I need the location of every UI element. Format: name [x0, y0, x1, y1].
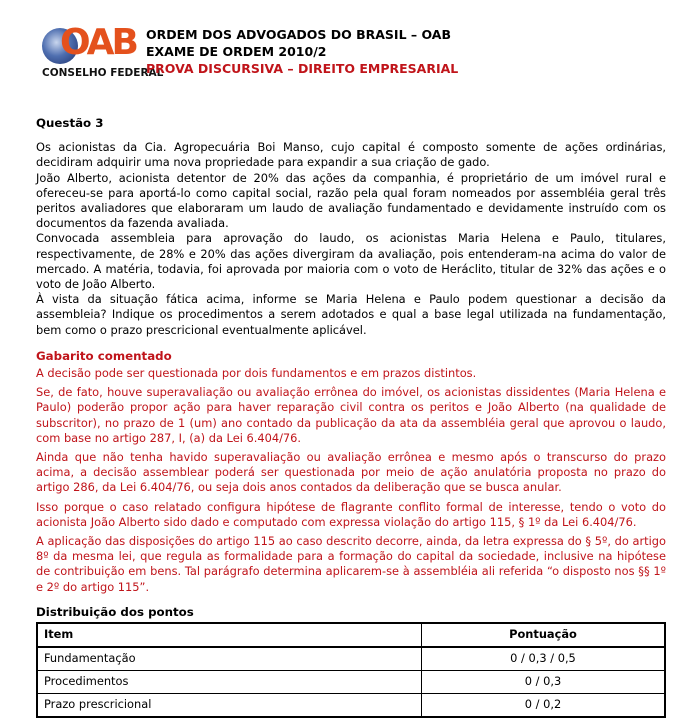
row-item: Fundamentação [37, 647, 422, 671]
question-title: Questão 3 [36, 116, 104, 130]
answer-title: Gabarito comentado [36, 348, 172, 363]
answer-text [36, 366, 666, 595]
table-row [37, 694, 665, 718]
question-paragraph: Convocada assembleia para aprovação do laudo, os acionistas Maria Helena e Paulo, titulares, respectivamente, de 28% e 20% das ações divergiram da avaliação, pois entenderam-na acima do valor de mercado. A matéria, todavia, foi aprovada por maioria com o voto de Heráclito, titular de 32% das ações e o voto de João Alberto. [36, 231, 666, 292]
table-header-row [37, 623, 665, 647]
answer-paragraph: Isso porque o caso relatado configura hipótese de flagrante conflito formal de interesse, tendo o voto do acionista João Alberto sido dado e computado com expressa violação do artigo 115, § 1º da Lei 6.404/76. [36, 499, 666, 529]
column-header-points: Pontuação [422, 623, 666, 647]
logo-caption: CONSELHO FEDERAL [42, 67, 164, 79]
row-item: Procedimentos [37, 671, 422, 694]
distribution-title: Distribuição dos pontos [36, 604, 194, 619]
answer-paragraph: A decisão pode ser questionada por dois fundamentos e em prazos distintos. [36, 366, 477, 381]
row-points: 0 / 0,3 [422, 671, 666, 694]
answer-paragraph: Se, de fato, houve superavaliação ou avaliação errônea do imóvel, os acionistas dissidentes (Maria Helena e Paulo) poderão propor ação para haver reparação civil contra os peritos e João Alberto (na qualidade de subscritor), no prazo de 1 (um) ano contado da publicação da ata da assembléia geral que aprovou o laudo, com base no artigo 287, I, (a) da Lei 6.404/76. [36, 385, 666, 445]
logo-letters: OAB [60, 22, 136, 63]
header-test-subject: PROVA DISCURSIVA – DIREITO EMPRESARIAL [146, 61, 459, 76]
answer-paragraph: Ainda que não tenha havido superavaliação ou avaliação errônea e mesmo após o transcurso do prazo acima, a decisão assemblear poderá ser questionada por meio de ação anulatória proposta no prazo do artigo 286, da Lei 6.404/76, ou seja dois anos contados da deliberação que se busca anular. [36, 450, 666, 495]
row-points: 0 / 0,3 / 0,5 [422, 647, 666, 671]
row-points: 0 / 0,2 [422, 694, 666, 718]
header-exam: EXAME DE ORDEM 2010/2 [146, 44, 327, 59]
answer-paragraph: A aplicação das disposições do artigo 115 ao caso descrito decorre, ainda, da letra expressa do § 5º, do artigo 8º da mesma lei, que regula as formalidade para a formação do capital da sociedade, inclusive na hipótese de contribuição em bens. Tal parágrafo determina aplicarem-se à assembléia ali referida “o disposto nos §§ 1º e 2º do artigo 115”. [36, 534, 666, 594]
oab-logo [42, 22, 164, 82]
document-body [36, 116, 666, 718]
row-item: Prazo prescricional [37, 694, 422, 718]
table-row [37, 671, 665, 694]
document-header [146, 26, 458, 77]
table-row [37, 647, 665, 671]
points-table [36, 622, 666, 718]
column-header-item: Item [37, 623, 422, 647]
question-paragraph: João Alberto, acionista detentor de 20% das ações da companhia, é proprietário de um imóvel rural e ofereceu-se para aportá-lo como capital social, razão pela qual foram nomeados por assembléia geral três peritos avaliadores que elaboraram um laudo de avaliação fundamentado e devidamente instruído com os documentos da fazenda avaliada. [36, 170, 666, 231]
question-text [36, 140, 666, 338]
question-paragraph: Os acionistas da Cia. Agropecuária Boi Manso, cujo capital é composto somente de ações ordinárias, decidiram adquirir uma nova propriedade para expandir a sua criação de gado. [36, 140, 666, 170]
header-organization: ORDEM DOS ADVOGADOS DO BRASIL – OAB [146, 27, 451, 42]
question-paragraph: À vista da situação fática acima, informe se Maria Helena e Paulo podem questionar a decisão da assembleia? Indique os procedimentos a serem adotados e qual a base legal utilizada na fundamentação, bem como o prazo prescricional eventualmente aplicável. [36, 292, 666, 337]
